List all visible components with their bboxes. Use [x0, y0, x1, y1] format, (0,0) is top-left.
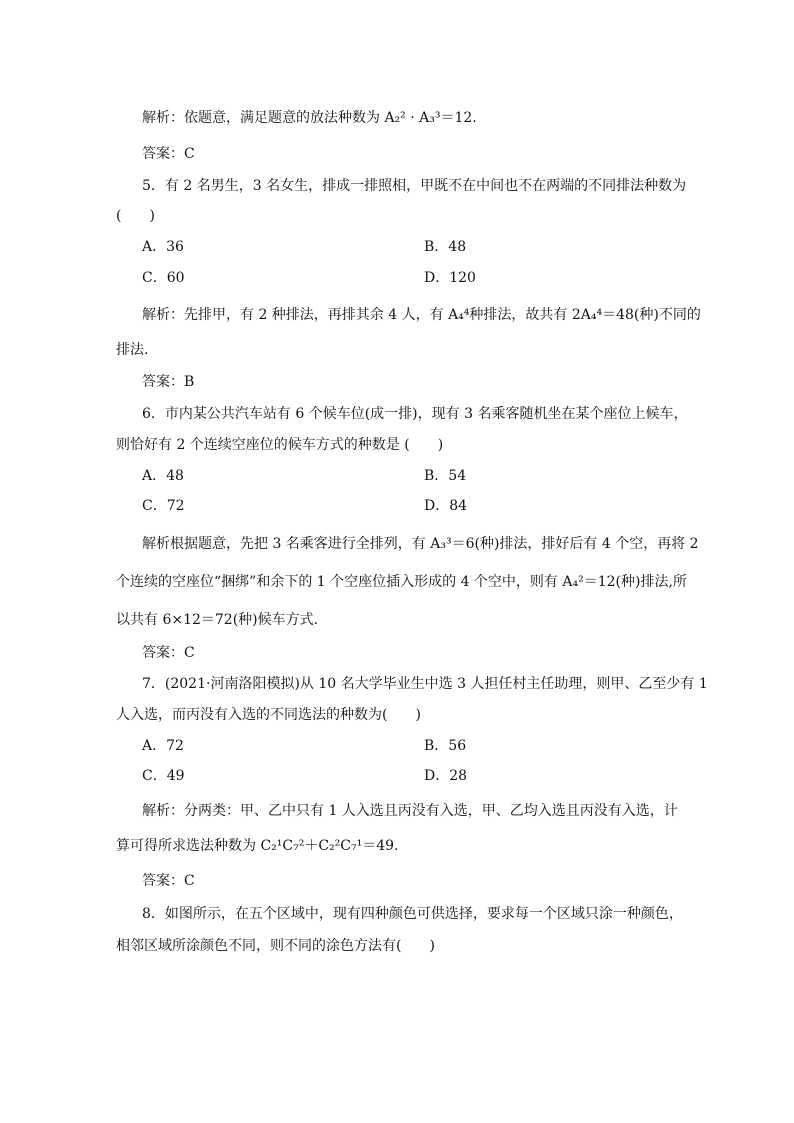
question-5-stem: 5．有 2 名男生，3 名女生，排成一排照相，甲既不在中间也不在两端的不同排法种数为 [142, 178, 687, 194]
question-6-stem-2: 则恰好有 2 个连续空座位的候车方式的种数是 ( ) [116, 437, 444, 453]
question-6-option-a: A．48 [142, 468, 184, 484]
answer-5: 答案：B [142, 374, 195, 390]
solution-5-line-1: 解析：先排甲，有 2 种排法，再排其余 4 人，有 A₄⁴种排法，故共有 2A₄⁴＝48(种)不同的 [142, 307, 701, 323]
answer-6: 答案：C [142, 645, 195, 661]
question-5-bracket: ( ) [116, 208, 155, 224]
question-6-option-b: B．54 [424, 468, 467, 484]
question-7-stem-1: 7．(2021·河南洛阳模拟)从 10 名大学毕业生中选 3 人担任村主任助理，则甲、乙至少有 1 [142, 676, 708, 692]
question-7-option-a: A．72 [142, 738, 184, 754]
answer-4: 答案：C [142, 146, 195, 162]
question-8-stem-1: 8．如图所示，在五个区域中，现有四种颜色可供选择，要求每一个区域只涂一种颜色， [142, 906, 683, 922]
solution-5-line-2: 排法. [116, 342, 149, 358]
question-6-option-d: D．84 [424, 498, 468, 514]
question-7-stem-2: 人入选，而丙没有入选的不同选法的种数为( ) [116, 707, 421, 723]
solution-6-line-2: 个连续的空座位“捆绑”和余下的 1 个空座位插入形成的 4 个空中，则有 A₄²＝12(种)排法,所 [116, 574, 687, 590]
solution-7-line-2: 算可得所求选法种数为 C₂¹C₇²＋C₂²C₇¹＝49. [116, 838, 399, 854]
solution-7-line-1: 解析：分两类：甲、乙中只有 1 人入选且丙没有入选，甲、乙均入选且丙没有入选，计 [142, 803, 678, 819]
question-6-stem-1: 6．市内某公共汽车站有 6 个候车位(成一排)，现有 3 名乘客随机坐在某个座位上候车， [142, 406, 688, 422]
question-6-option-c: C．72 [142, 498, 185, 514]
answer-7: 答案：C [142, 873, 195, 889]
solution-4 [142, 108, 477, 128]
question-8-stem-2: 相邻区域所涂颜色不同，则不同的涂色方法有( ) [116, 938, 435, 954]
question-5-option-b: B．48 [424, 239, 467, 255]
question-7-option-d: D．28 [424, 768, 468, 784]
solution-4-text: 解析：依题意，满足题意的放法种数为 A₂² · A₃³＝12. [142, 110, 477, 126]
solution-6-line-1: 解析根据题意，先把 3 名乘客进行全排列，有 A₃³＝6(种)排法，排好后有 4 个空，再将 2 [142, 536, 699, 552]
question-5-option-c: C．60 [142, 270, 185, 286]
solution-6-line-3: 以共有 6×12＝72(种)候车方式. [116, 612, 319, 628]
question-5-option-a: A．36 [142, 239, 184, 255]
question-7-option-b: B．56 [424, 738, 467, 754]
question-7-option-c: C．49 [142, 768, 185, 784]
question-5-option-d: D．120 [424, 270, 476, 286]
